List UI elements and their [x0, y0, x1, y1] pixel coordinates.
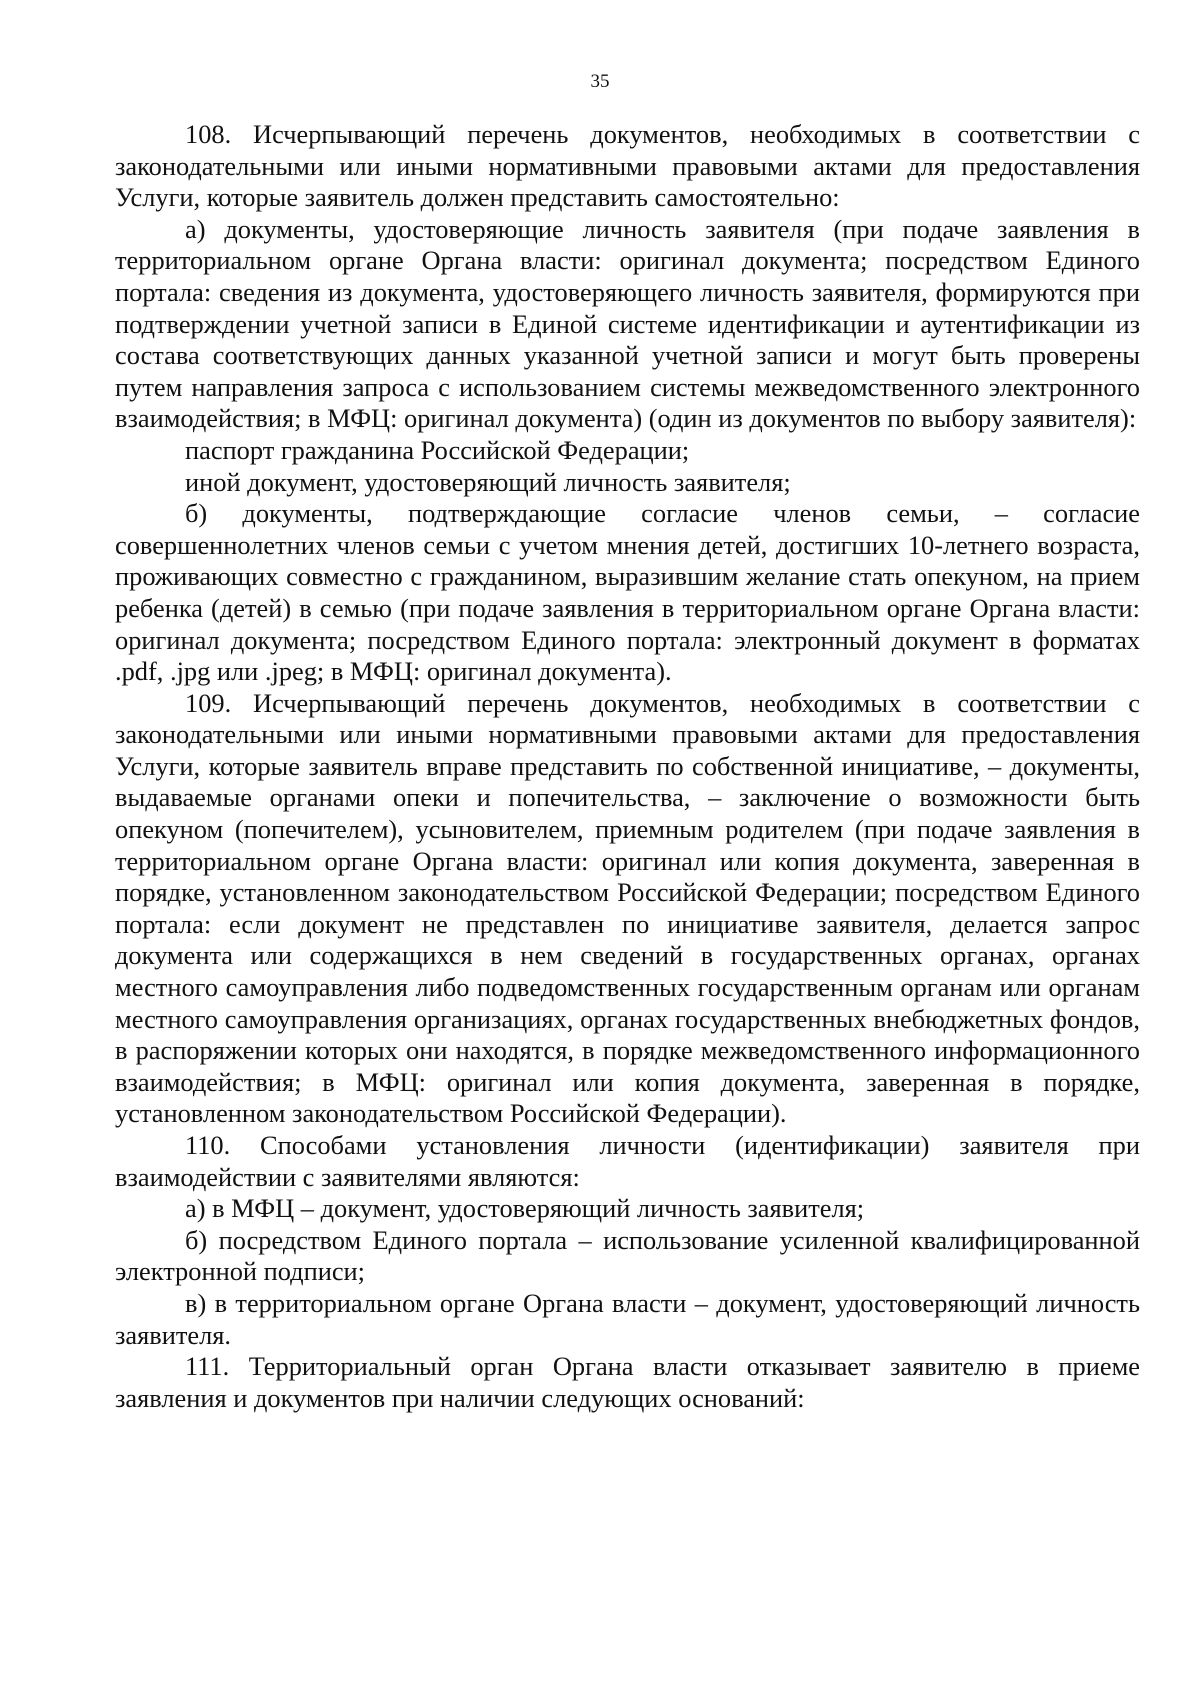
- paragraph-110-c: в) в территориальном органе Органа власти – документ, удостоверяющий личность заявителя.: [115, 1287, 1140, 1350]
- paragraph-108: 108. Исчерпывающий перечень документов, необходимых в соответствии с законодательными или иными нормативными правовыми актами для предоставления Услуги, которые заявитель должен представить самостоятельно:: [115, 119, 1140, 213]
- paragraph-110-b: б) посредством Единого портала – использование усиленной квалифицированной электронной подписи;: [115, 1224, 1140, 1287]
- paragraph-108-a: а) документы, удостоверяющие личность заявителя (при подаче заявления в территориальном органе Органа власти: оригинал документа; посредством Единого портала: сведения из документа, удостоверяющего личность заявителя, формируются при подтверждении учетной записи в Единой системе идентификации и аутентификации из состава соответствующих данных указанной учетной записи и могут быть проверены путем направления запроса с использованием системы межведомственного электронного взаимодействия; в МФЦ: оригинал документа) (один из документов по выбору заявителя):: [115, 213, 1140, 434]
- list-item-passport: паспорт гражданина Российской Федерации;: [185, 434, 690, 465]
- paragraph-110: 110. Способами установления личности (идентификации) заявителя при взаимодействии с заявителями являются:: [115, 1130, 1140, 1192]
- paragraph-110-a: а) в МФЦ – документ, удостоверяющий личность заявителя;: [185, 1193, 865, 1224]
- page-number: 35: [590, 71, 610, 92]
- paragraph-108-b: б) документы, подтверждающие согласие членов семьи, – согласие совершеннолетних членов семьи с учетом мнения детей, достигших 10-летнего возраста, проживающих совместно с гражданином, выразившим желание стать опекуном, на прием ребенка (детей) в семью (при подаче заявления в территориальном органе Органа власти: оригинал документа; посредством Единого портала: электронный документ в форматах .pdf, .jpg или .jpeg; в МФЦ: оригинал документа).: [115, 498, 1140, 687]
- paragraph-109: 109. Исчерпывающий перечень документов, необходимых в соответствии с законодательными или иными нормативными правовыми актами для предоставления Услуги, которые заявитель вправе представить по собственной инициативе, – документы, выдаваемые органами опеки и попечительства, – заключение о возможности быть опекуном (попечителем), усыновителем, приемным родителем (при подаче заявления в территориальном органе Органа власти: оригинал или копия документа, заверенная в порядке, установленном законодательством Российской Федерации; посредством Единого портала: если документ не представлен по инициативе заявителя, делается запрос документа или содержащихся в нем сведений в государственных органах, органах местного самоуправления либо подведомственных государственным органам или органам местного самоуправления организациях, органах государственных внебюджетных фондов, в распоряжении которых они находятся, в порядке межведомственного информационного взаимодействия; в МФЦ: оригинал или копия документа, заверенная в порядке, установленном законодательством Российской Федерации).: [115, 687, 1140, 1129]
- paragraph-111: 111. Территориальный орган Органа власти отказывает заявителю в приеме заявления и документов при наличии следующих оснований:: [115, 1351, 1140, 1413]
- list-item-other-id: иной документ, удостоверяющий личность заявителя;: [185, 466, 791, 497]
- document-body: [115, 119, 1140, 1414]
